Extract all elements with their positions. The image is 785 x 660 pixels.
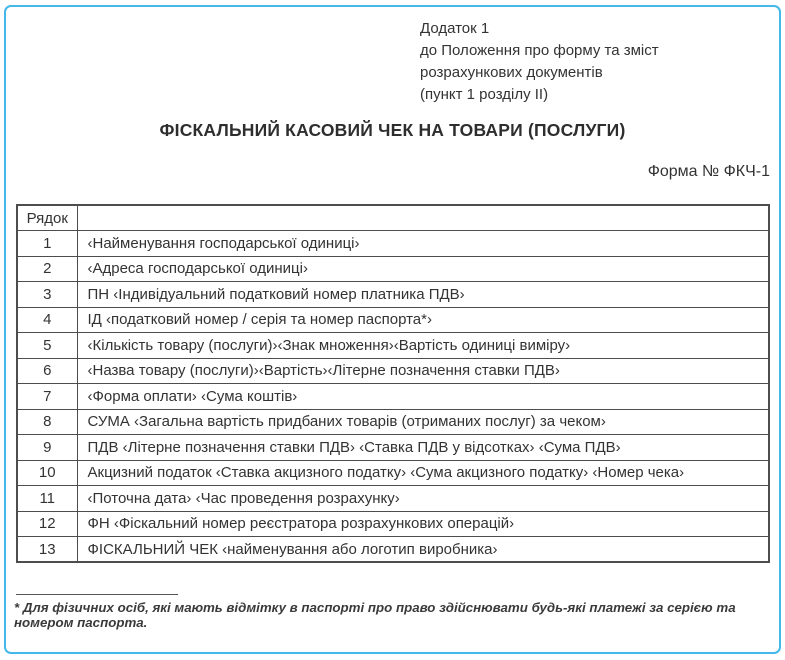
row-content: Акцизний податок ‹Ставка акцизного податку› ‹Сума акцизного податку› ‹Номер чека›	[77, 460, 769, 486]
row-number: 1	[17, 231, 77, 257]
table-row	[17, 537, 769, 563]
row-content: СУМА ‹Загальна вартість придбаних товарів (отриманих послуг) за чеком›	[77, 409, 769, 435]
row-number: 3	[17, 282, 77, 308]
appendix-line: (пункт 1 розділу ІІ)	[420, 86, 549, 103]
row-content: ПДВ ‹Літерне позначення ставки ПДВ› ‹Ставка ПДВ у відсотках› ‹Сума ПДВ›	[77, 435, 769, 461]
row-number: 11	[17, 486, 77, 512]
row-content: ‹Адреса господарської одиниці›	[77, 256, 769, 282]
row-number: 6	[17, 358, 77, 384]
appendix-line: розрахункових документів	[420, 64, 603, 81]
form-number: Форма № ФКЧ-1	[647, 163, 770, 180]
table-row	[17, 282, 769, 308]
table-row	[17, 486, 769, 512]
row-number: 5	[17, 333, 77, 359]
table-row	[17, 307, 769, 333]
table-row	[17, 256, 769, 282]
footnote-separator	[16, 594, 178, 595]
row-content: ‹Поточна дата› ‹Час проведення розрахунку›	[77, 486, 769, 512]
row-content: ПН ‹Індивідуальний податковий номер платника ПДВ›	[77, 282, 769, 308]
table-row	[17, 358, 769, 384]
appendix-line: Додаток 1	[420, 20, 490, 37]
footnote-text: * Для фізичних осіб, які мають відмітку в паспорті про право здійснювати будь-які платежі за серією та номером паспорта.	[14, 600, 736, 630]
row-content: ФІСКАЛЬНИЙ ЧЕК ‹найменування або логотип виробника›	[77, 537, 769, 563]
row-number: 8	[17, 409, 77, 435]
rows-table	[16, 204, 770, 563]
table-row	[17, 409, 769, 435]
row-content: ‹Форма оплати› ‹Сума коштів›	[77, 384, 769, 410]
content-column-header	[77, 205, 769, 231]
row-number: 2	[17, 256, 77, 282]
row-content: ІД ‹податковий номер / серія та номер паспорта*›	[77, 307, 769, 333]
table-row	[17, 384, 769, 410]
row-content: ‹Кількість товару (послуги)›‹Знак множення›‹Вартість одиниці виміру›	[77, 333, 769, 359]
table-row	[17, 460, 769, 486]
row-content: ‹Найменування господарської одиниці›	[77, 231, 769, 257]
table-row	[17, 231, 769, 257]
row-number: 13	[17, 537, 77, 563]
appendix-line: до Положення про форму та зміст	[420, 42, 659, 59]
row-number: 12	[17, 511, 77, 537]
page-title: ФІСКАЛЬНИЙ КАСОВИЙ ЧЕК НА ТОВАРИ (ПОСЛУГИ)	[159, 120, 626, 140]
row-content: ‹Назва товару (послуги)›‹Вартість›‹Літерне позначення ставки ПДВ›	[77, 358, 769, 384]
table-header-row	[17, 205, 769, 231]
table-row	[17, 511, 769, 537]
row-number: 4	[17, 307, 77, 333]
table-row	[17, 435, 769, 461]
row-column-header: Рядок	[17, 205, 77, 231]
appendix-note	[420, 18, 659, 106]
row-number: 9	[17, 435, 77, 461]
row-number: 7	[17, 384, 77, 410]
row-content: ФН ‹Фіскальний номер реєстратора розрахункових операцій›	[77, 511, 769, 537]
table-row	[17, 333, 769, 359]
row-number: 10	[17, 460, 77, 486]
